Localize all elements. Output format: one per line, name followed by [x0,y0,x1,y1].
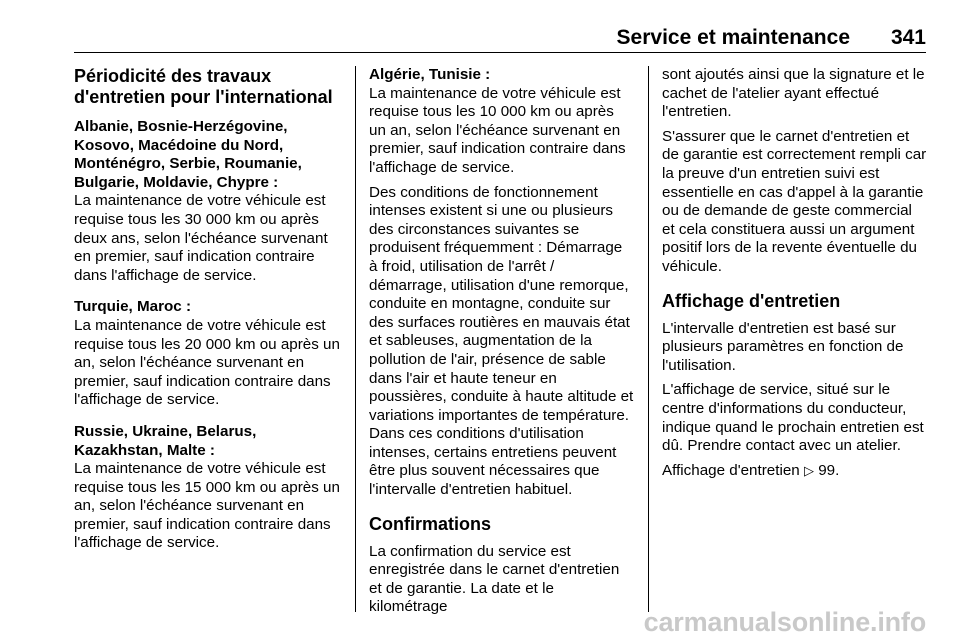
country-group-title: Turquie, Maroc : [74,298,192,316]
country-group-title: Algérie, Tunisie : [369,66,491,83]
confirmations-continued: sont ajoutés ainsi que la signature et le cachet de l'atelier ayant effectué l'entretien. [662,66,925,121]
confirmations-paragraph: La confirmation du service est enregistrée dans le carnet d'entretien et de garantie. La date et le kilométrage [369,542,620,616]
watermark: carmanualsonline.info [643,607,926,637]
service-display-heading: Affichage d'entretien [662,290,841,311]
column-2 [369,66,634,630]
conditions-paragraph: Des conditions de fonctionnement intenses existent si une ou plusieurs des circonstances suivantes se produisent fréquemment : Démarrage à froid, utilisation de l'arrêt / démarrage, utilisation d'une remorque, conduite en montagne, conduite sur des surfaces routières en mauvais état et sableuses, augmentation de la pollution de l'air, présence de sable dans l'air et haute teneur en poussières, conduite à haute altitude et variations importantes de température. Dans ces conditions d'utilisation intenses, certains entretiens peuvent être plus souvent nécessaires que l'intervalle d'entretien habituel. [369,183,634,499]
country-group-text: La maintenance de votre véhicule est requise tous les 15 000 km ou après un an, selon l'échéance survenant en premier, sauf indication contraire dans l'affichage de service. [74,460,340,552]
section-heading: Périodicité des travaux d'entretien pour l'international [74,66,333,107]
cross-reference-page: 99. [818,461,840,479]
cross-reference[interactable] [662,462,927,481]
country-group-text: La maintenance de votre véhicule est requise tous les 30 000 km ou après deux ans, selon l'échéance survenant en premier, sauf indication contraire dans l'affichage de service. [74,192,328,284]
cross-reference-text: Affichage d'entretien [662,461,800,479]
service-interval-paragraph: L'intervalle d'entretien est basé sur plusieurs paramètres en fonction de l'utilisation. [662,319,904,374]
page-reference-arrow-icon: ▷ [803,462,814,478]
column-1 [74,66,344,566]
page-title: Service et maintenance [616,26,850,49]
country-group-turkey [74,298,344,410]
country-group-russia [74,423,344,553]
warranty-paragraph: S'assurer que le carnet d'entretien et de garantie est correctement rempli car la preuve d'un entretien suivi est essentielle en cas d'appel à la garantie ou de demande de geste commercial et cela constituera aussi un argument positif lors de la revente éventuelle du véhicule. [662,127,927,275]
column-divider [355,66,356,612]
country-group-text: La maintenance de votre véhicule est requise tous les 20 000 km ou après un an, selon l'échéance survenant en premier, sauf indication contraire dans l'affichage de service. [74,316,340,409]
service-display-paragraph: L'affichage de service, situé sur le centre d'informations du conducteur, indique quand le prochain entretien est dû. Prendre contact avec un atelier. [662,381,924,455]
country-group-albania [74,118,344,285]
confirmations-heading: Confirmations [369,513,492,534]
country-group-title: Russie, Ukraine, Belarus, Kazakhstan, Malte : [74,422,257,459]
column-divider [648,66,649,612]
page-header [74,0,926,53]
country-group-title: Albanie, Bosnie-Herzégovine, Kosovo, Macédoine du Nord, Monténégro, Serbie, Roumanie, Bulgarie, Moldavie, Chypre : [74,118,302,191]
country-group-text: La maintenance de votre véhicule est requise tous les 10 000 km ou après un an, selon l'échéance survenant en premier, sauf indication contraire dans l'affichage de service. [369,84,626,176]
page-number: 341 [890,26,926,49]
column-3 [662,66,927,493]
